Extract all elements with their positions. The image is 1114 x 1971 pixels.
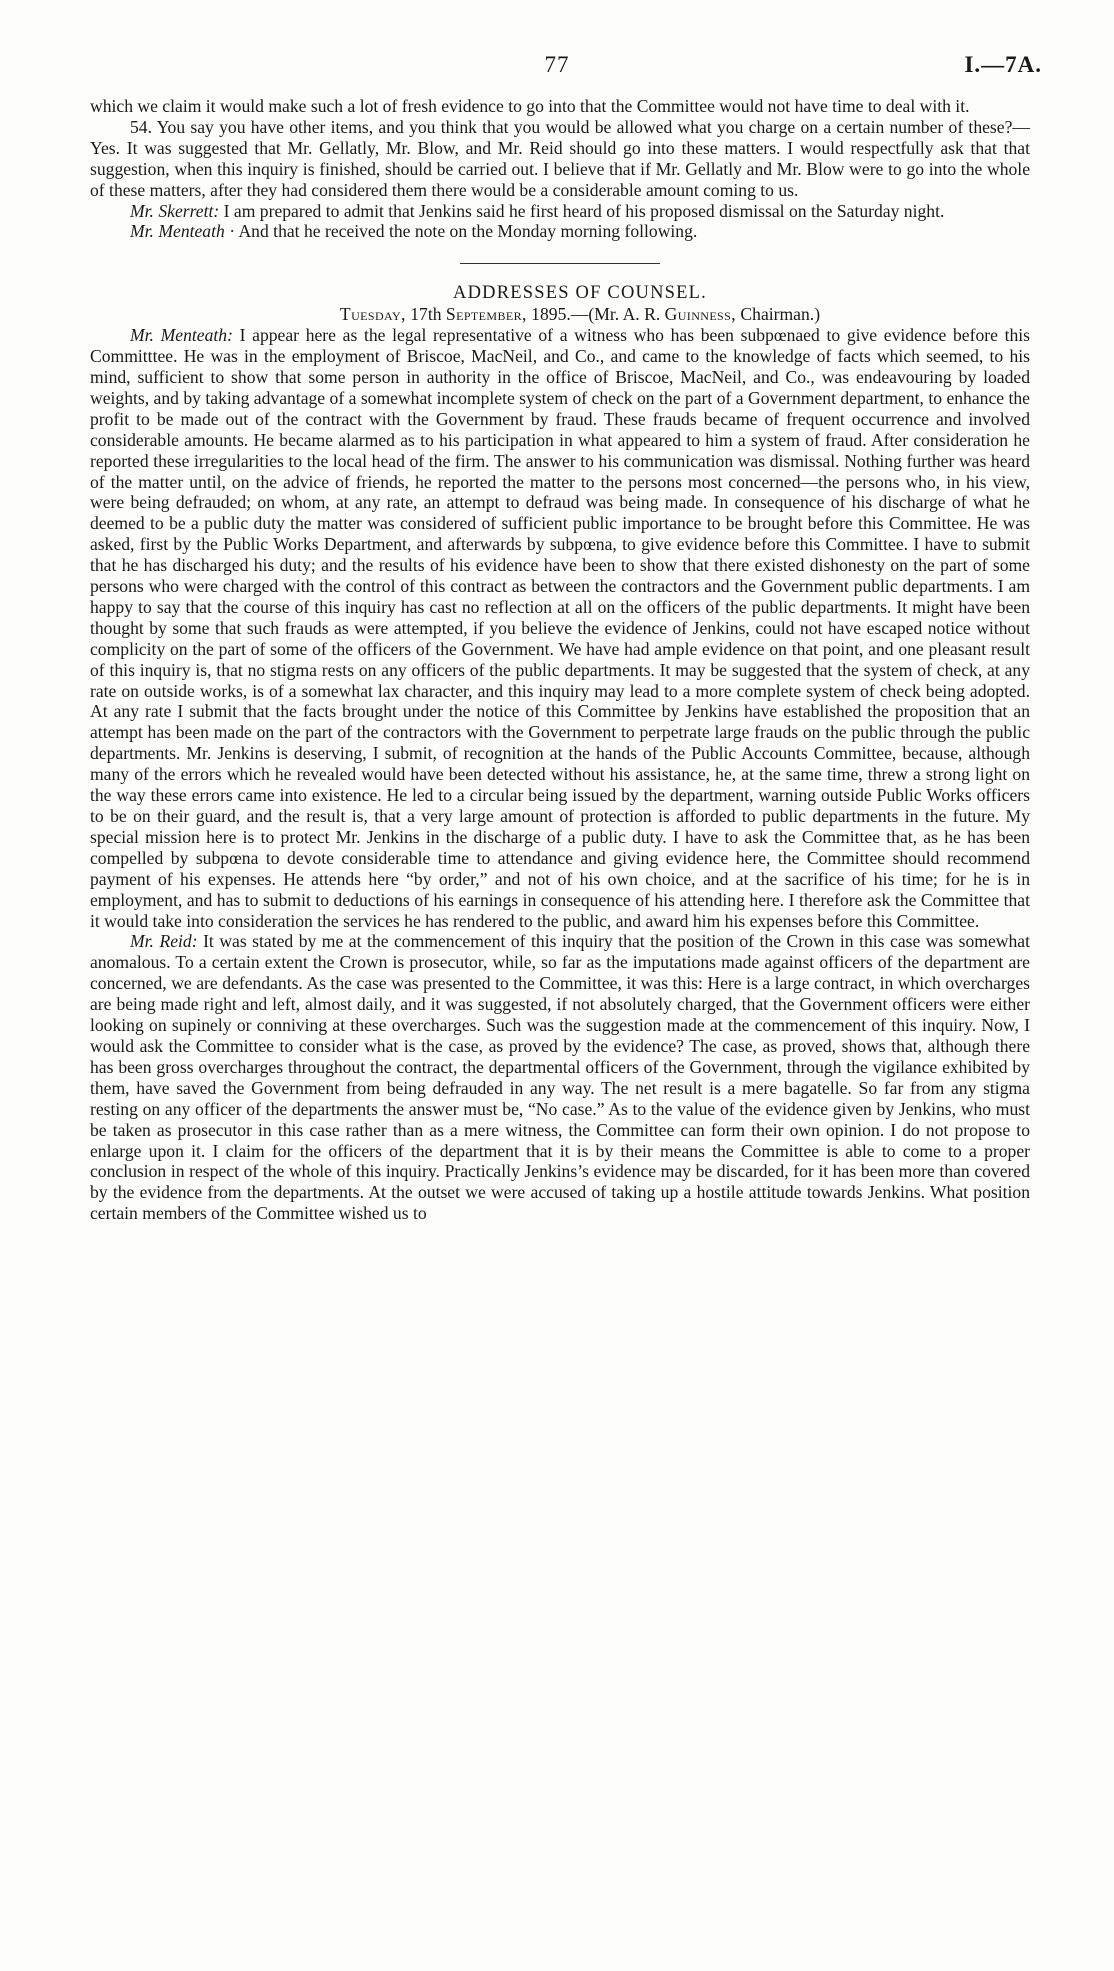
dateline-date: 17th xyxy=(405,304,446,325)
dateline-day: Tuesday, xyxy=(339,304,406,325)
reid-address-paragraph xyxy=(90,931,1030,1224)
statement-text: · And that he received the note on the Monday morning following. xyxy=(224,221,698,242)
dateline-chair-role: Chairman.) xyxy=(736,304,821,325)
menteath-statement xyxy=(90,221,1030,242)
dateline-month: September, xyxy=(445,304,527,325)
dateline-year: 1895.—(Mr. A. R. xyxy=(526,304,665,325)
section-dateline xyxy=(90,304,1030,325)
address-text: I appear here as the legal representative of a witness who has been subpœnaed to give evidence before this Committtee. He was in the employment of Briscoe, MacNeil, and Co., and came to the knowledge of facts which seemed, to his mind, sufficient to show that some person in authority in the office of Briscoe, MacNeil, and Co., was endeavouring by loaded weights, and by taking advantage of a somewhat incomplete system of check on the part of a Government department, to enhance the profit to be made out of the contract with the Government by fraud. These frauds became of frequent occurrence and involved considerable amounts. He became alarmed as to his participation in what appeared to him a system of fraud. After consideration he reported these irregularities to the local head of the firm. The answer to his communication was dismissal. Nothing further was heard of the matter until, on the advice of friends, he reported the matter to the persons most concerned—the persons who, in his view, were being defrauded; on whom, at any rate, an attempt to defraud was being made. In consequence of his discharge of what he deemed to be a public duty the matter was considered of sufficient public importance to be brought before this Committee. He was asked, first by the Public Works Department, and afterwards by subpœna, to give evidence before this Committee. I have to submit that he has discharged his duty; and the results of his evidence have been to show that there existed dishonesty on the part of some persons who were charged with the control of this contract as between the contractors and the Government public departments. I am happy to say that the course of this inquiry has cast no reflection at all on the officers of the public departments. It might have been thought by some that such frauds as were attempted, if you believe the evidence of Jenkins, could not have escaped notice without complicity on the part of some of the officers of the Government. We have had ample evidence on that point, and one pleasant result of this inquiry is, that no stigma rests on any officers of the public departments. It may be suggested that the system of check, at any rate on outside works, is of a somewhat lax character, and this inquiry may lead to a more complete system of check being adopted. At any rate I submit that the facts brought under the notice of this Committee by Jenkins have established the proposition that an attempt has been made on the part of the contractors with the Government to perpetrate large frauds on the public through the public departments. Mr. Jenkins is deserving, I submit, of recognition at the hands of the Public Accounts Committee, because, although many of the errors which he revealed would have been detected without his assistance, he, at the same time, threw a strong light on the way these errors came into existence. He led to a circular being issued by the department, warning outside Public Works officers to be on their guard, and the result is, that a very large amount of protection is afforded to public departments in the future. My special mission here is to protect Mr. Jenkins in the discharge of a public duty. I have to ask the Committee that, as he has been compelled by subpœna to devote considerable time to attendance and giving evidence here, the Committee should recommend payment of his expenses. He attends here “by order,” and not of his own choice, and at the sacrifice of his time; for he is in employment, and has to submit to deductions of his earnings in consequence of his attending here. I therefore ask the Committee that it would take into consideration the services he has rendered to the public, and award him his expenses before this Committee. xyxy=(90,325,1030,931)
page-body xyxy=(90,96,1030,1224)
page-reference: I.—7A. xyxy=(964,52,1042,77)
skerrett-statement xyxy=(90,201,1030,222)
speaker-name: Mr. Reid: xyxy=(130,931,198,952)
section-title: ADDRESSES OF COUNSEL. xyxy=(453,283,707,304)
speaker-name: Mr. Menteath xyxy=(130,221,225,242)
question-54-paragraph: 54. You say you have other items, and you think that you would be allowed what you charge on a certain number of these?—Yes. It was suggested that Mr. Gellatly, Mr. Blow, and Mr. Reid should go into these matters. I would respectfully ask that that suggestion, when this inquiry is finished, should be carried out. I believe that if Mr. Gellatly and Mr. Blow were to go into the whole of these matters, after they had considered them there would be a considerable amount coming to us. xyxy=(90,116,1030,200)
speaker-name: Mr. Menteath: xyxy=(130,325,233,346)
menteath-address-paragraph xyxy=(90,325,1030,931)
continuation-paragraph: which we claim it would make such a lot of fresh evidence to go into that the Committee would not have time to deal with it. xyxy=(90,96,970,116)
dateline-chair-name: Guinness, xyxy=(664,304,737,325)
statement-text: I am prepared to admit that Jenkins said he first heard of his proposed dismissal on the Saturday night. xyxy=(219,200,945,221)
address-text: It was stated by me at the commencement of this inquiry that the position of the Crown in this case was somewhat anomalous. To a certain extent the Crown is prosecutor, while, so far as the imputations made against officers of the department are concerned, we are defendants. As the case was presented to the Committee, it was this: Here is a large contract, in which overcharges are being made right and left, almost daily, and it was suggested, if not absolutely charged, that the Government officers were either looking on supinely or conniving at these overcharges. Such was the suggestion made at the commencement of this inquiry. Now, I would ask the Committee to consider what is the case, as proved by the evidence? The case, as proved, shows that, although there has been gross overcharges throughout the contract, the departmental officers of the Government, through the vigilance exhibited by them, have saved the Government from being defrauded in any way. The net result is a mere bagatelle. So far from any stigma resting on any officer of the departments the answer must be, “No case.” As to the value of the evidence given by Jenkins, who must be taken as prosecutor in this case rather than as a mere witness, the Committee can form their own opinion. I do not propose to enlarge upon it. I claim for the officers of the department that it is by their means the Committee is able to come to a proper conclusion in respect of the whole of this inquiry. Practically Jenkins’s evidence may be discarded, for it has been more than covered by the evidence from the departments. At the outset we were accused of taking up a hostile attitude towards Jenkins. What position certain members of the Committee wished us to xyxy=(90,931,1030,1224)
page-number: 77 xyxy=(544,52,570,77)
speaker-name: Mr. Skerrett: xyxy=(130,200,220,221)
section-divider xyxy=(460,263,660,264)
